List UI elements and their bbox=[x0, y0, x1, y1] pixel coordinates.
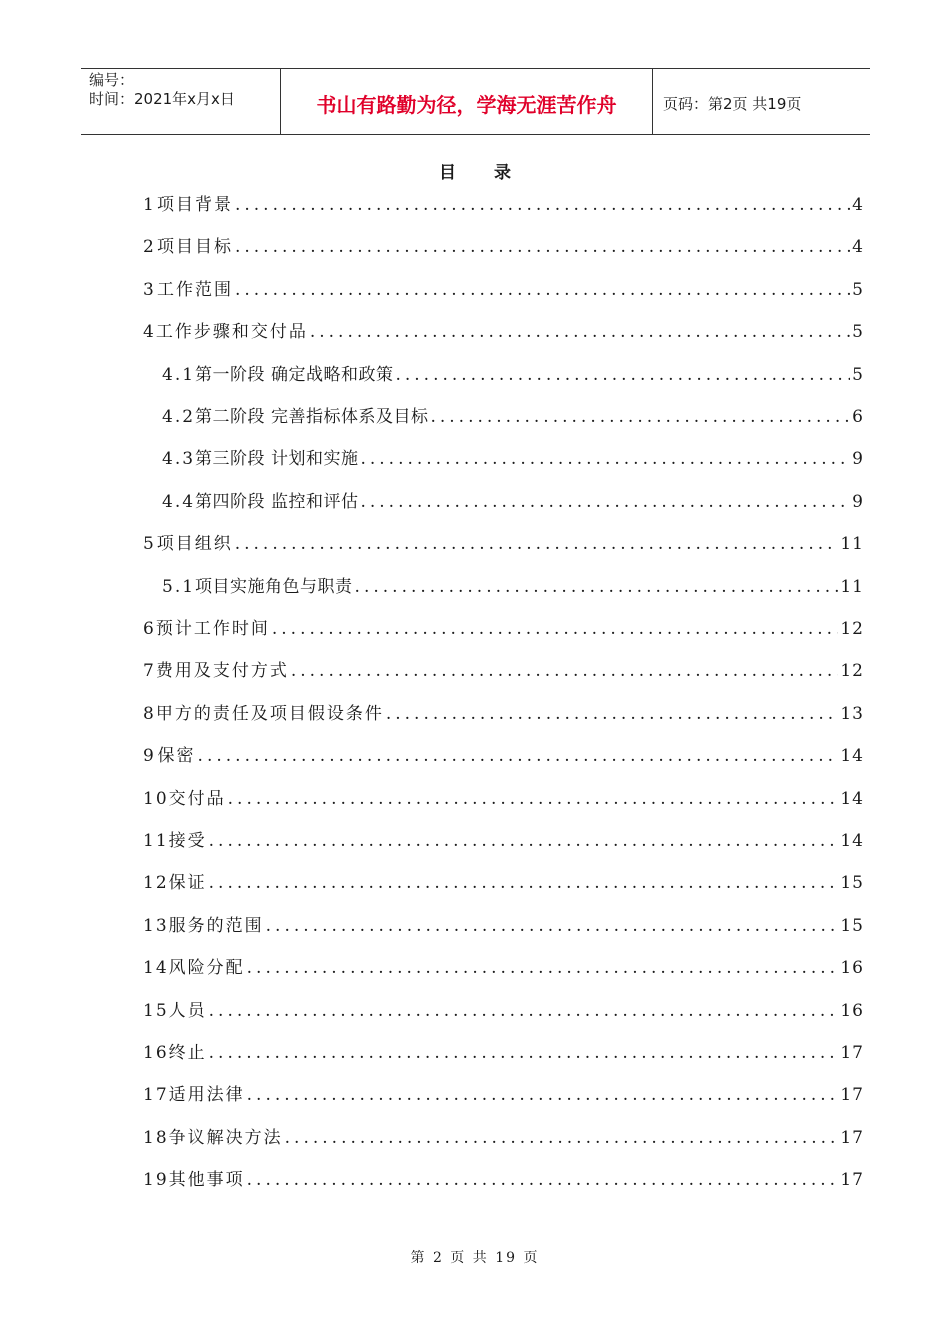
toc-entry[interactable] bbox=[143, 652, 864, 682]
toc-entry-title: 费用及支付方式 bbox=[155, 661, 289, 682]
toc-entry-title: 第三阶段 计划和实施 bbox=[195, 449, 359, 470]
toc-entry[interactable] bbox=[143, 822, 864, 852]
toc-entry-number: 4 bbox=[143, 322, 156, 343]
toc-entry-page: 14 bbox=[840, 831, 864, 851]
toc-entry-title: 工作步骤和交付品 bbox=[155, 322, 308, 343]
toc-entry-page: 12 bbox=[840, 619, 864, 639]
header-motto: 书山有路勤为径，学海无涯苦作舟 bbox=[281, 69, 653, 134]
toc-entry-title: 风险分配 bbox=[168, 958, 245, 979]
toc-entry-title: 第二阶段 完善指标体系及目标 bbox=[195, 407, 429, 427]
toc-entry-number: 4.2 bbox=[162, 407, 196, 427]
toc-entry-page: 16 bbox=[840, 1000, 864, 1021]
date-label: 时间：2021年x月x日 bbox=[89, 90, 235, 108]
toc-subentry[interactable] bbox=[162, 568, 864, 598]
toc-leader-dots bbox=[266, 915, 839, 937]
toc-entry-page: 5 bbox=[852, 279, 864, 300]
toc-entry-page: 11 bbox=[840, 534, 864, 555]
toc-entry-number: 6 bbox=[143, 619, 156, 639]
toc-leader-dots bbox=[386, 703, 839, 725]
toc-entry-title: 接受 bbox=[168, 831, 207, 851]
toc-leader-dots bbox=[395, 364, 850, 386]
toc-entry-title: 第一阶段 确定战略和政策 bbox=[195, 364, 394, 385]
toc-leader-dots bbox=[235, 533, 839, 555]
toc-entry-title: 甲方的责任及项目假设条件 bbox=[155, 703, 384, 724]
toc-entry-page: 14 bbox=[840, 788, 864, 809]
toc-leader-dots bbox=[360, 491, 850, 513]
page-footer: 第 2 页 共 19 页 bbox=[410, 1250, 540, 1266]
toc-entry-number: 5 bbox=[143, 534, 156, 555]
header-meta bbox=[81, 69, 281, 134]
toc-entry[interactable] bbox=[143, 228, 864, 258]
toc-subentry[interactable] bbox=[162, 483, 864, 513]
toc-entry-title: 适用法律 bbox=[168, 1085, 245, 1106]
toc-entry-number: 18 bbox=[143, 1127, 169, 1148]
toc-entry-number: 4.1 bbox=[162, 364, 196, 385]
page-header bbox=[81, 68, 870, 135]
toc-entry-title: 人员 bbox=[168, 1000, 207, 1021]
toc-title: 目 录 bbox=[439, 163, 527, 183]
toc-entry-title: 预计工作时间 bbox=[155, 619, 270, 639]
toc-entry-title: 服务的范围 bbox=[168, 915, 264, 936]
toc-entry-page: 17 bbox=[840, 1170, 864, 1191]
toc-entry[interactable] bbox=[143, 525, 864, 555]
toc-leader-dots bbox=[209, 1000, 839, 1022]
toc-entry[interactable] bbox=[143, 907, 864, 937]
toc-entry[interactable] bbox=[143, 992, 864, 1022]
toc-entry-title: 工作范围 bbox=[156, 279, 233, 300]
toc-entry-page: 14 bbox=[840, 746, 864, 767]
toc-entry-number: 9 bbox=[143, 746, 156, 767]
toc-subentry[interactable] bbox=[162, 440, 864, 470]
toc-entry-number: 8 bbox=[143, 703, 156, 724]
toc-entry-page: 15 bbox=[840, 873, 864, 894]
toc-entry-number: 19 bbox=[143, 1170, 169, 1191]
toc-leader-dots bbox=[209, 830, 839, 852]
toc-entry[interactable] bbox=[143, 780, 864, 810]
toc-entry-page: 16 bbox=[840, 958, 864, 979]
toc-entry-page: 5 bbox=[852, 364, 864, 385]
serial-number-label: 编号： bbox=[89, 71, 135, 89]
toc-entry-number: 2 bbox=[143, 237, 156, 258]
toc-leader-dots bbox=[235, 194, 850, 216]
toc-entry[interactable] bbox=[143, 186, 864, 216]
toc-entry[interactable] bbox=[143, 1076, 864, 1106]
toc-entry[interactable] bbox=[143, 610, 864, 640]
toc-entry-number: 16 bbox=[143, 1043, 169, 1063]
toc-entry-number: 11 bbox=[143, 831, 169, 851]
toc-entry[interactable] bbox=[143, 695, 864, 725]
toc-entry-title: 项目实施角色与职责 bbox=[195, 576, 353, 597]
toc-entry[interactable] bbox=[143, 864, 864, 894]
toc-entry-number: 14 bbox=[143, 958, 169, 979]
toc-entry-page: 5 bbox=[852, 322, 864, 343]
toc-entry-page: 9 bbox=[852, 491, 864, 512]
toc-entry-title: 争议解决方法 bbox=[168, 1127, 283, 1148]
toc-entry-page: 11 bbox=[840, 576, 864, 597]
toc-entry[interactable] bbox=[143, 1034, 864, 1064]
toc-entry-title: 项目背景 bbox=[156, 195, 233, 215]
toc-leader-dots bbox=[272, 618, 839, 640]
toc-subentry[interactable] bbox=[162, 356, 864, 386]
toc-entry-page: 17 bbox=[840, 1127, 864, 1148]
toc-leader-dots bbox=[355, 576, 839, 598]
toc-entry-number: 7 bbox=[143, 661, 156, 682]
toc-entry-title: 第四阶段 监控和评估 bbox=[195, 491, 359, 512]
toc-entry-number: 1 bbox=[143, 195, 156, 215]
toc-entry-page: 6 bbox=[852, 407, 864, 427]
toc-entry-title: 项目组织 bbox=[156, 534, 233, 555]
toc-entry-page: 17 bbox=[840, 1043, 864, 1063]
toc-leader-dots bbox=[360, 448, 850, 470]
toc-entry-page: 12 bbox=[840, 661, 864, 682]
toc-entry[interactable] bbox=[143, 949, 864, 979]
toc-entry-page: 4 bbox=[852, 195, 864, 215]
toc-leader-dots bbox=[209, 1042, 839, 1064]
toc-entry-number: 10 bbox=[143, 788, 169, 809]
toc-entry-number: 5.1 bbox=[162, 576, 196, 597]
toc-subentry[interactable] bbox=[162, 398, 864, 428]
toc-leader-dots bbox=[198, 745, 839, 767]
toc-leader-dots bbox=[310, 321, 850, 343]
toc-leader-dots bbox=[430, 406, 850, 428]
header-page-info: 页码：第2页 共19页 bbox=[663, 95, 802, 113]
toc-leader-dots bbox=[228, 788, 839, 810]
toc-entry-page: 15 bbox=[840, 915, 864, 936]
toc-entry[interactable] bbox=[143, 271, 864, 301]
toc-entry-number: 17 bbox=[143, 1085, 169, 1106]
toc-entry-title: 其他事项 bbox=[168, 1170, 245, 1191]
toc-entry-title: 终止 bbox=[168, 1043, 207, 1063]
toc-entry-number: 12 bbox=[143, 873, 169, 894]
toc-entry-title: 交付品 bbox=[168, 788, 226, 809]
toc-entry[interactable] bbox=[143, 313, 864, 343]
toc-entry-page: 17 bbox=[840, 1085, 864, 1106]
toc-entry-title: 保密 bbox=[157, 746, 196, 767]
toc-entry-page: 13 bbox=[840, 703, 864, 724]
toc-entry-number: 4.3 bbox=[162, 449, 196, 470]
toc-leader-dots bbox=[285, 1127, 839, 1149]
toc-leader-dots bbox=[291, 660, 839, 682]
toc-leader-dots bbox=[235, 236, 850, 258]
toc-leader-dots bbox=[247, 1169, 839, 1191]
toc-entry-number: 3 bbox=[143, 279, 156, 300]
toc-entry-number: 15 bbox=[143, 1000, 169, 1021]
toc-entry-page: 4 bbox=[852, 237, 864, 258]
toc-entry-title: 项目目标 bbox=[156, 237, 233, 258]
toc-leader-dots bbox=[235, 279, 850, 301]
toc-entry-title: 保证 bbox=[168, 873, 207, 894]
toc-leader-dots bbox=[209, 872, 839, 894]
toc-entry-number: 4.4 bbox=[162, 491, 196, 512]
toc-leader-dots bbox=[247, 957, 839, 979]
toc-leader-dots bbox=[247, 1084, 839, 1106]
toc-entry[interactable] bbox=[143, 1119, 864, 1149]
toc-entry-page: 9 bbox=[852, 449, 864, 470]
toc-entry-number: 13 bbox=[143, 915, 169, 936]
toc-entry[interactable] bbox=[143, 1161, 864, 1191]
toc-entry[interactable] bbox=[143, 737, 864, 767]
